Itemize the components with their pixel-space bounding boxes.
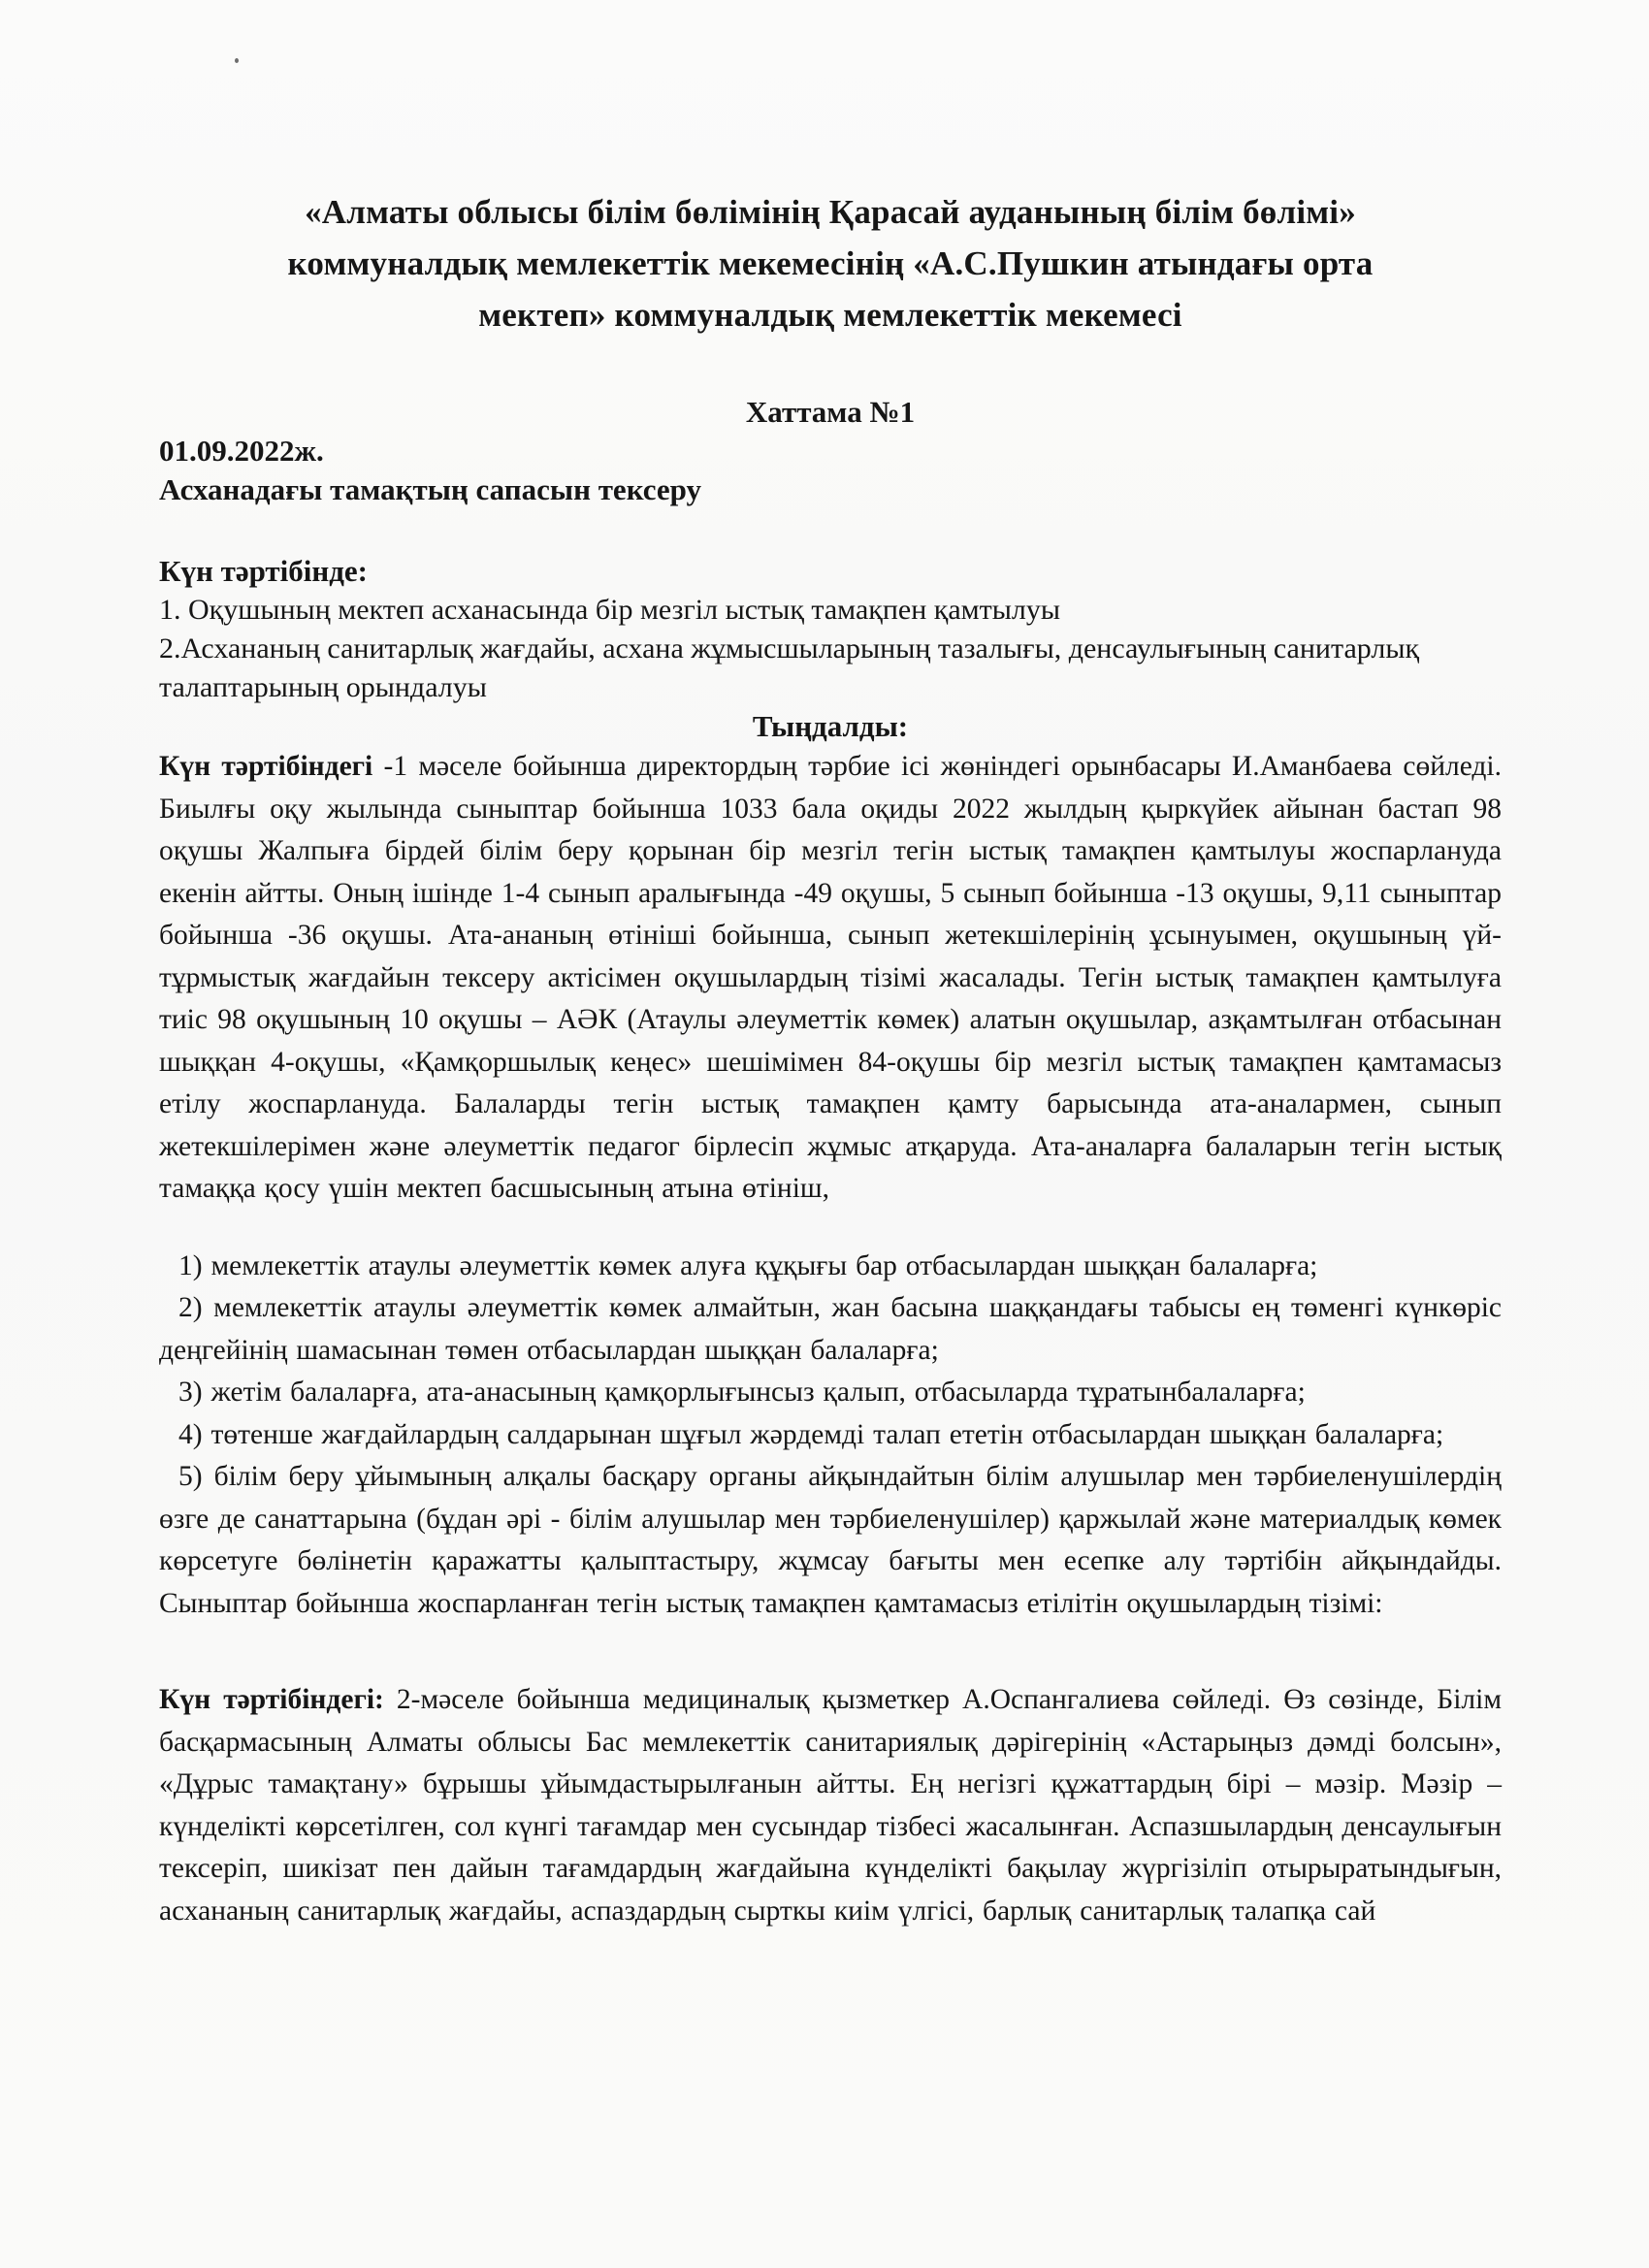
list-item: 5) білім беру ұйымының алқалы басқару органы айқындайтын білім алушылар мен тәрбиеленушілердің өзге де санаттарына (бұдан әрі - білім алушылар мен тәрбиеленушілер) қаржылай және материалдық көмек көрсетуге бөлінетін қаражатты қалыптастыру, жұмсау бағыты мен есепке алу тәртібін айқындайды. Сыныптар бойынша жоспарланған тегін ыстық тамақпен қамтамасыз етілітін оқушылардың тізімі:: [159, 1461, 1502, 1619]
organization-title-line: «Алматы облысы білім бөлімінің Қарасай ауданының білім бөлімі»: [305, 193, 1356, 231]
list-item: 2) мемлекеттік атаулы әлеуметтік көмек алмайтын, жан басына шаққандағы табысы ең төменгі күнкөріс деңгейінің шамасынан төмен отбасылардан шыққан балаларға;: [159, 1292, 1502, 1366]
agenda-item-2: 2.Асхананың санитарлық жағдайы, асхана жұмысшыларының тазалығы, денсаулығының санитарлық талаптарының орындалуы: [159, 632, 1420, 703]
organization-title-line: мектеп» коммуналдық мемлекеттік мекемесі: [478, 296, 1182, 334]
agenda-heading: Күн тәртібінде:: [159, 554, 368, 588]
list-item: 1) мемлекеттік атаулы әлеуметтік көмек алуға құқығы бар отбасылардан шыққан балаларға;: [178, 1249, 1318, 1281]
list-item: 3) жетім балаларға, ата-анасының қамқорлығынсыз қалып, отбасыларда тұратынбалаларға;: [178, 1377, 1306, 1408]
beneficiary-list: [159, 1246, 1502, 1626]
heard-heading: Тыңдалды:: [752, 709, 909, 743]
protocol-subject: Асханадағы тамақтың сапасын тексеру: [159, 472, 702, 506]
protocol-number: Хаттама №1: [745, 395, 916, 429]
issue-1-text: -1 мәселе бойынша директордың тәрбие ісі жөніндегі орынбасары И.Аманбаева сөйледі. Биылғы оқу жылында сыныптар бойынша 1033 бала оқиды 2022 жылдың қыркүйек айынан бастап 98 оқушы Жалпыға бірдей білім беру қорынан бір мезгіл тегін ыстық тамақпен қамтылуы жоспарлануда екенін айтты. Оның ішінде 1-4 сынып аралығында -49 оқушы, 5 сынып бойынша -13 оқушы, 9,11 сыныптар бойынша -36 оқушы. Ата-ананың өтініші бойынша, сынып жетекшілерінің ұсынуымен, оқушының үй-тұрмыстық жағдайын тексеру актісімен оқушылардың тізімі жасалады. Тегін ыстық тамақпен қамтылуға тиіс 98 оқушының 10 оқушы – АӘК (Атаулы әлеуметтік көмек) алатын оқушылар, азқамтылған отбасынан шыққан 4-оқушы, «Қамқоршылық кеңес» шешімімен 84-оқушы бір мезгіл ыстық тамақпен қамтамасыз етілу жоспарлануда. Балаларды тегін ыстық тамақпен қамту барысында ата-аналармен, сынып жетекшілерімен және әлеуметтік педагог бірлесіп жұмыс атқаруда. Ата-аналарға балаларын тегін ыстық тамаққа қосу үшін мектеп басшысының атына өтініш,: [159, 751, 1503, 1204]
list-item: 4) төтенше жағдайлардың салдарынан шұғыл жәрдемді талап ететін отбасылардан шыққан балаларға;: [178, 1418, 1444, 1450]
issue-1-paragraph: [159, 746, 1502, 1211]
agenda-item-1: 1. Оқушының мектеп асханасында бір мезгіл ыстық тамақпен қамтылуы: [159, 594, 1061, 626]
issue-2-paragraph: [159, 1679, 1502, 1932]
protocol-date: 01.09.2022ж.: [159, 434, 324, 468]
organization-title: [159, 186, 1502, 340]
organization-title-line: коммуналдық мемлекеттік мекемесінің «А.С.Пушкин атындағы орта: [287, 244, 1374, 282]
issue-2-lead: Күн тәртібіндегі:: [159, 1684, 384, 1715]
issue-1-lead: Күн тәртібіндегі: [159, 751, 373, 782]
scan-speck: [235, 58, 239, 63]
issue-2-text: 2-мәселе бойынша медициналық қызметкер А.Оспангалиева сөйледі. Өз сөзінде, Білім басқармасының Алматы облысы Бас мемлекеттік санитариялық дәрігерінің «Астарыңыз дәмді болсын», «Дұрыс тамақтану» бұрышы ұйымдастырылғанын айтты. Ең негізгі құжаттардың бірі – мәзір. Мәзір – күнделікті көрсетілген, сол күнгі тағамдар мен сусындар тізбесі жасалынған. Аспазшылардың денсаулығын тексеріп, шикізат пен дайын тағамдардың жағдайына күнделікті бақылау жүргізіліп отырыратындығын, асхананың санитарлық жағдайы, аспаздардың сырткы киім үлгісі, барлық санитарлық талапқа сай: [159, 1684, 1502, 1927]
